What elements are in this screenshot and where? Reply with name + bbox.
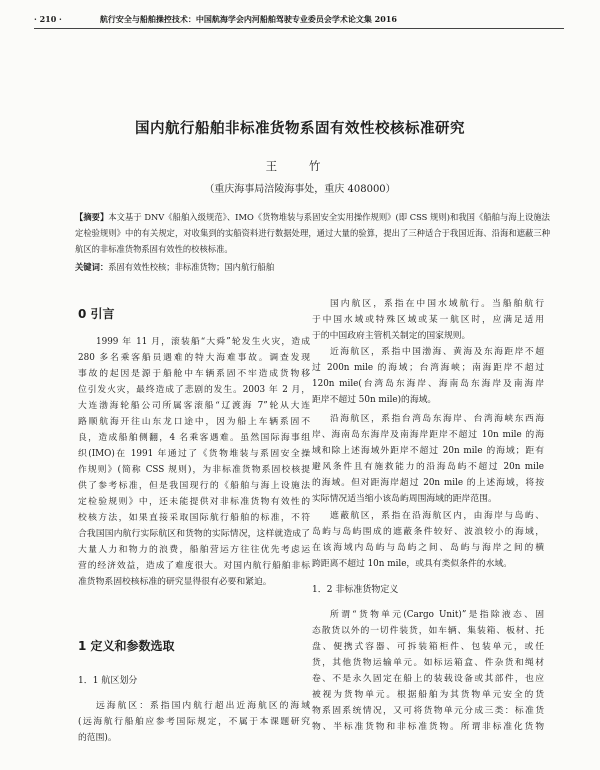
text-line: 盘、便携式容器、可拆装箱柜件、包装单元，或任 <box>312 642 544 652</box>
paper-title: 国内航行船舶非标准货物系固有效性校核标准研究 <box>135 121 465 137</box>
subsection-heading-nonstandard: 1．2 非标准货物定义 <box>312 585 399 595</box>
text-line: 织(IMO)在 1991 年通过了《货物堆装与系固安全操 <box>78 449 310 459</box>
text-line: 货，其他货物运输单元。如标运箱盒、件杂货和绳材 <box>312 658 544 668</box>
text-line: 物、半标准货物和非标准货物。所谓非标准化货物 <box>312 722 544 732</box>
keywords-text: 系固有效性校核；非标准货物；国内航行船舶 <box>108 262 275 272</box>
text-line: 近海航区，系指中国渤海、黄海及东海距岸不超 <box>330 347 544 357</box>
sheltered-paragraph <box>312 508 544 572</box>
text-line: (远海航行船舶应参考国际规定，不属于本课题研究 <box>78 717 310 727</box>
zone-paragraph <box>78 698 310 746</box>
intro-paragraph <box>78 334 310 590</box>
text-line: 态散货以外的一切件装货，如车辆、集装箱、板材、托 <box>312 626 544 636</box>
text-line: 1999 年 11 月，滚装船“大舜”轮发生火灾，造成 <box>96 337 310 347</box>
text-line: 路顺航海开往山东龙口途中，因为船上车辆系固不 <box>78 417 310 427</box>
text-line: 所谓“货物单元(Cargo Unit)”是指除液态、固 <box>330 610 544 620</box>
text-line: 280 多名乘客船员遇难的特大海难事故。调查发现 <box>78 353 310 363</box>
text-line: 校核方法，如果直接采取国际航行船舶的标准，不符 <box>78 513 310 523</box>
abstract-text: 本文基于 DNV《船舶入级规范》、IMO《货物堆装与系固安全实用操作规则》(即 CSS 规则)和我国《船舶与海上设施法定检验规则》中的有关规定，对收集到的实船资料进行数据处理，通过大量的验算，提出了三种适合于我国近海、沿海和遮蔽三种航区的非标准货物系固有效性的校核标准。 <box>75 212 550 254</box>
text-line: 实际情况适当缩小该岛屿周围海域的距岸范围。 <box>312 494 497 504</box>
text-line: 120n mile(台湾岛东海岸、海南岛东海岸及南海岸 <box>312 379 544 389</box>
text-line: 定检验规则》中，还未能提供对非标准货物有效性的 <box>78 497 310 507</box>
text-line: 过 200n mile 的海域；台湾海峡；南海距岸不超过 <box>312 363 544 373</box>
text-line: 距岸不超过 50n mile)的海域。 <box>312 395 437 405</box>
text-line: 营的经济效益，造成了难度很大。对国内航行船舶非标 <box>78 561 310 571</box>
section-heading-definitions: 1 定义和参数选取 <box>78 639 175 653</box>
near-sea-paragraph <box>312 344 544 408</box>
text-line: 的海域。但对距海岸超过 20n mile 的上述海域，将按 <box>312 478 544 488</box>
page-number: · 210 · <box>34 14 62 24</box>
text-line: 岛屿与岛屿围成的遮蔽条件较好、波浪较小的海域， <box>312 527 544 537</box>
journal-title: 航行安全与船舶操控技术：中国航海学会内河船舶驾驶专业委员会学术论文集 2016 <box>99 13 397 24</box>
coastal-paragraph <box>312 411 544 507</box>
section-heading-intro: 0 引言 <box>78 307 115 321</box>
keywords <box>75 260 550 274</box>
text-line: 事故的起因是源于船舱中车辆系固不牢造成货物移 <box>78 369 310 379</box>
abstract-label: 【摘要】 <box>75 212 109 222</box>
text-line: 大连渤海轮船公司所属客滚船“辽渡海 7”轮从大连 <box>78 401 310 411</box>
text-line: 避风条件且有施救能力的沿海岛屿不超过 20n mile <box>312 462 544 472</box>
text-line: 沿海航区，系指台湾岛东海岸、台湾海峡东西海 <box>330 414 544 424</box>
text-line: 大量人力和物力的浪费，船舶营运方往往优先考虑运 <box>78 545 310 555</box>
text-line: 作规则》(简称 CSS 规则)，为非标准货物系固校核提 <box>78 465 310 475</box>
text-line: 卷、不是永久固定在船上的装载设备或其部件，也应 <box>312 674 544 684</box>
text-line: 远海航区：系指国内航行超出近海航区的海域 <box>96 701 310 711</box>
abstract <box>75 209 550 257</box>
text-line: 合我国国内航行实际航区和货物的实际情况，这样就造成了 <box>78 529 310 539</box>
text-line: 岸、海南岛东海岸及南海岸距岸不超过 10n mile 的海 <box>312 430 544 440</box>
subsection-heading-zones: 1．1 航区划分 <box>78 676 138 686</box>
text-line: 遮蔽航区，系指在沿海航区内，由海岸与岛屿、 <box>330 511 544 521</box>
author-name: 王 竹 <box>265 159 335 173</box>
text-line: 在该海域内岛屿与岛屿之间、岛屿与海岸之间的横 <box>312 543 544 553</box>
author-affiliation: （重庆海事局涪陵海事处，重庆 408000） <box>204 184 396 195</box>
text-line: 跨距离不超过 10n mile，或具有类似条件的水域。 <box>312 559 512 569</box>
text-line: 位引发火灾，最终造成了悲剧的发生。2003 年 2 月， <box>78 385 310 395</box>
text-line: 被视为货物单元。根据船舶为其货物单元安全的货 <box>312 690 544 700</box>
text-line: 良，造成船舶侧翻，4 名乘客遇难。虽然国际海事组 <box>78 433 310 443</box>
text-line: 域和除上述海域外距岸不超过 20n mile 的海域；距有 <box>312 446 544 456</box>
domestic-zone-paragraph <box>312 296 544 344</box>
text-line: 物系固系统情况，又可将货物单元分成三类：标准货 <box>312 706 544 716</box>
cargo-unit-paragraph <box>312 607 544 735</box>
text-line: 准货物系固校核标准的研究显得很有必要和紧迫。 <box>78 577 272 587</box>
text-line: 供了参考标准，但是我国现行的《船舶与海上设施法 <box>78 481 310 491</box>
text-line: 的范围)。 <box>78 733 117 743</box>
text-line: 国内航区，系指在中国水域航行。当船舶航行 <box>330 299 544 309</box>
keywords-label: 关键词： <box>75 262 109 272</box>
text-line: 于的中国政府主管机关制定的国家规则。 <box>312 331 471 341</box>
running-header <box>34 10 564 29</box>
text-line: 于中国水域或特殊区域或某一航区时，应满足适用 <box>312 315 544 325</box>
